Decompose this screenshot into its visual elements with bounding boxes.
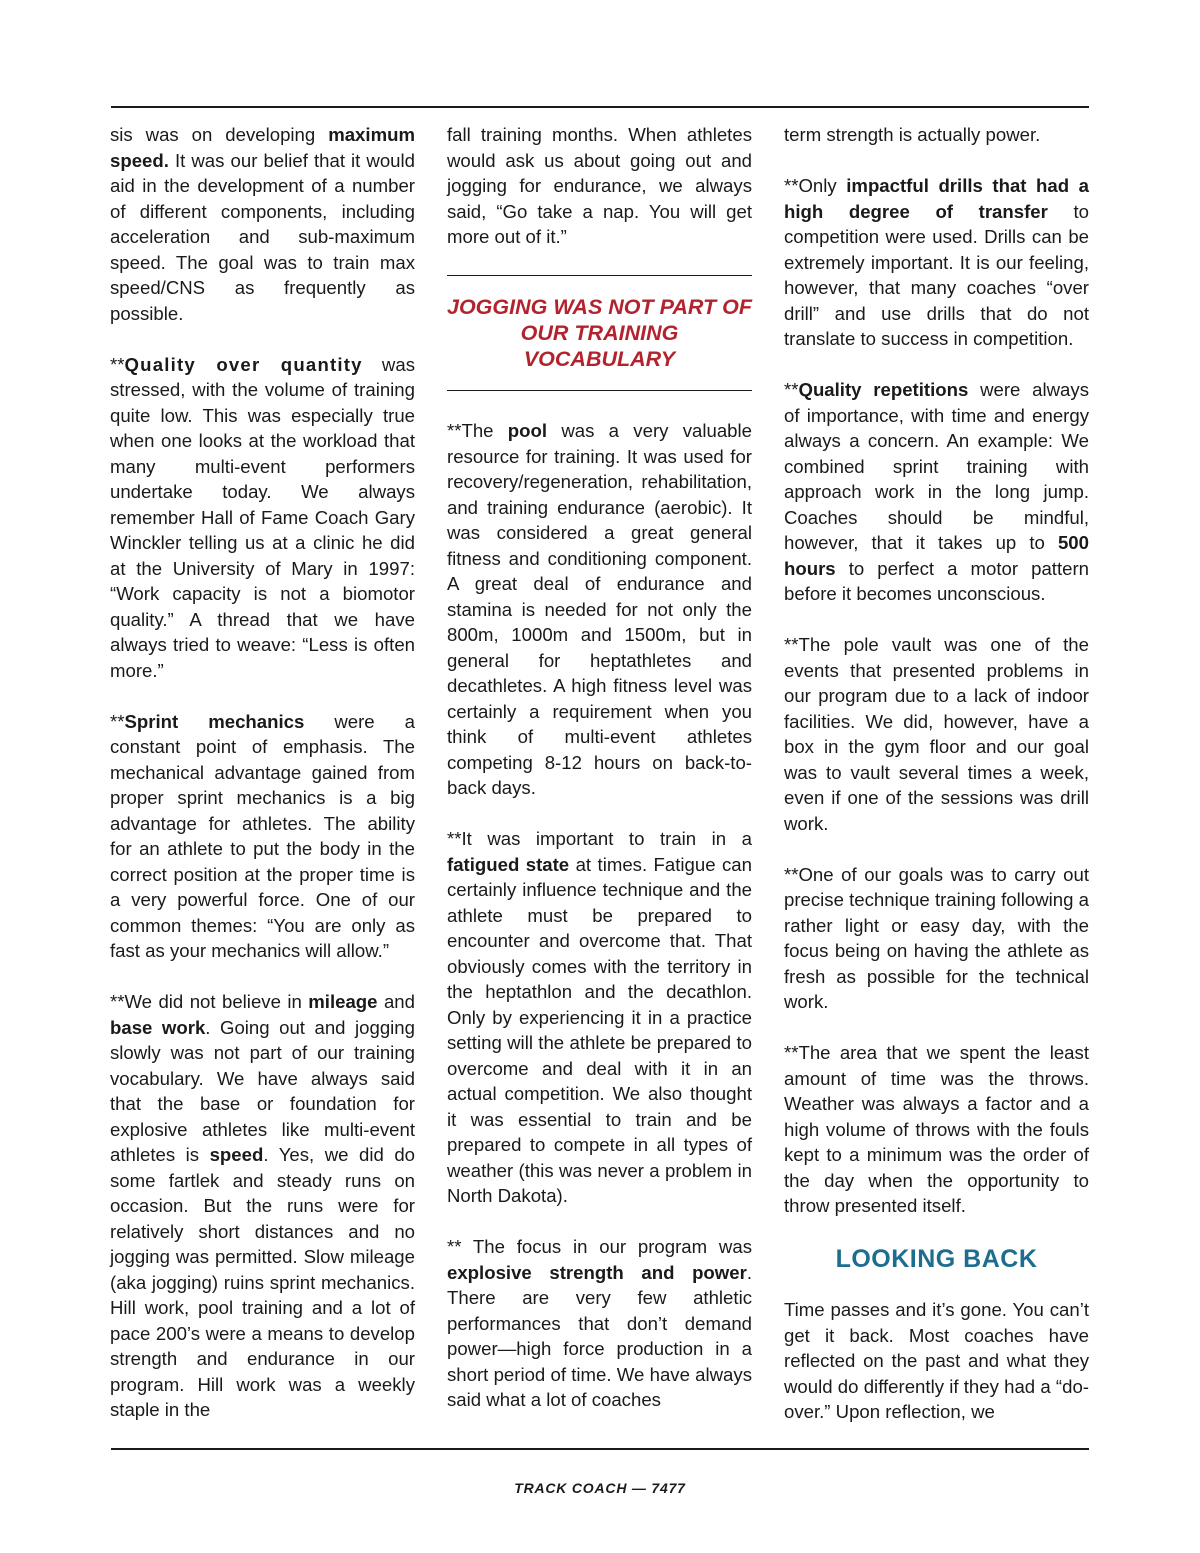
section-heading: LOOKING BACK [835,1245,1038,1273]
column-1 [110,122,415,1423]
column-3 [784,122,1089,1425]
paragraph: **The pool was a very valuable resource for training. It was used for recovery/regeneration, rehabilitation, and training endurance (aerobic). It was considered a great general fitness and conditioning component. A great deal of endurance and stamina is needed for not only the 800m, 1000m and 1500m, but in general for heptathletes and decathletes. A high fitness level was certainly a requirement when you think of multi-event athletes competing 8-12 hours on back-to-back days. [447,420,752,798]
page-footer: TRACK COACH — 7477 [514,1480,686,1496]
bottom-rule [111,1448,1089,1450]
pull-quote [447,275,752,391]
pull-quote-bottom-rule [447,390,752,391]
top-rule [111,106,1089,108]
paragraph: Time passes and it’s gone. You can’t get it back. Most coaches have reflected on the past and what they would do differently if they had a “do-over.” Upon reflection, we [784,1299,1089,1422]
paragraph: **One of our goals was to carry out precise technique training following a rather light or easy day, with the focus being on having the athlete as fresh as possible for the technical work. [784,863,1089,1012]
paragraph: **The area that we spent the least amount of time was the throws. Weather was always a factor and a high volume of throws with the fouls kept to a minimum was the order of the day when the opportunity to throw presented itself. [784,1042,1089,1216]
paragraph: ** The focus in our program was explosive strength and power. There are very few athletic performances that don’t demand power—high force production in a short period of time. We have always said what a lot of coaches [447,1236,752,1410]
paragraph: **Quality repetitions were always of importance, with time and energy always a concern. An example: We combined sprint training with approach work in the long jump. Coaches should be mindful, however, that it takes up to 500 hours to perfect a motor pattern before it becomes unconscious. [784,379,1089,604]
paragraph: **The pole vault was one of the events that presented problems in our program due to a lack of indoor facilities. We did, however, have a box in the gym floor and our goal was to vault several times a week, even if one of the sessions was drill work. [784,634,1089,834]
paragraph: **We did not believe in mileage and base work. Going out and jogging slowly was not part of our training vocabulary. We have always said that the base or foundation for explosive athletes like multi-event athletes is speed. Yes, we did do some fartlek and steady runs on occasion. But the runs were for relatively short distances and no jogging was permitted. Slow mileage (aka jogging) ruins sprint mechanics. Hill work, pool training and a lot of pace 200’s were a means to develop strength and endurance in our program. Hill work was a weekly staple in the [110,991,415,1420]
paragraph: fall training months. When athletes would ask us about going out and jogging for endurance, we always said, “Go take a nap. You will get more out of it.” [447,124,752,247]
paragraph: term strength is actually power. [784,124,1041,145]
paragraph: **Quality over quantity was stressed, with the volume of training quite low. This was especially true when one looks at the workload that many multi-event performers undertake today. We always remember Hall of Fame Coach Gary Winckler telling us at a clinic he did at the University of Mary in 1997: “Work capacity is not a biomotor quality.” A thread that we have always tried to weave: “Less is often more.” [110,353,415,681]
pull-quote-text: JOGGING WAS NOT PART OF OUR TRAINING VOCABULARY [447,295,752,371]
paragraph: **Sprint mechanics were a constant point of emphasis. The mechanical advantage gained from proper sprint mechanics is a big advantage for athletes. The ability for an athlete to put the body in the correct position at the proper time is a very powerful force. One of our common themes: “You are only as fast as your mechanics will allow.” [110,710,415,961]
column-2 [447,122,752,1413]
paragraph: **Only impactful drills that had a high degree of transfer to competition were used. Drills can be extremely important. It is our feeling, however, that many coaches “over drill” and use drills that do not translate to success in competition. [784,175,1089,349]
paragraph: sis was on developing maximum speed. It was our belief that it would aid in the development of a number of different components, including acceleration and sub-maximum speed. The goal was to train max speed/CNS as frequently as possible. [110,124,415,324]
paragraph: **It was important to train in a fatigued state at times. Fatigue can certainly influence technique and the athlete must be prepared to encounter and overcome that. That obviously comes with the territory in the heptathlon and the decathlon. Only by experiencing it in a practice setting will the athlete be prepared to overcome and deal with it in an actual competition. We also thought it was essential to train and be prepared to compete in all types of weather (this was never a problem in North Dakota). [447,828,752,1206]
